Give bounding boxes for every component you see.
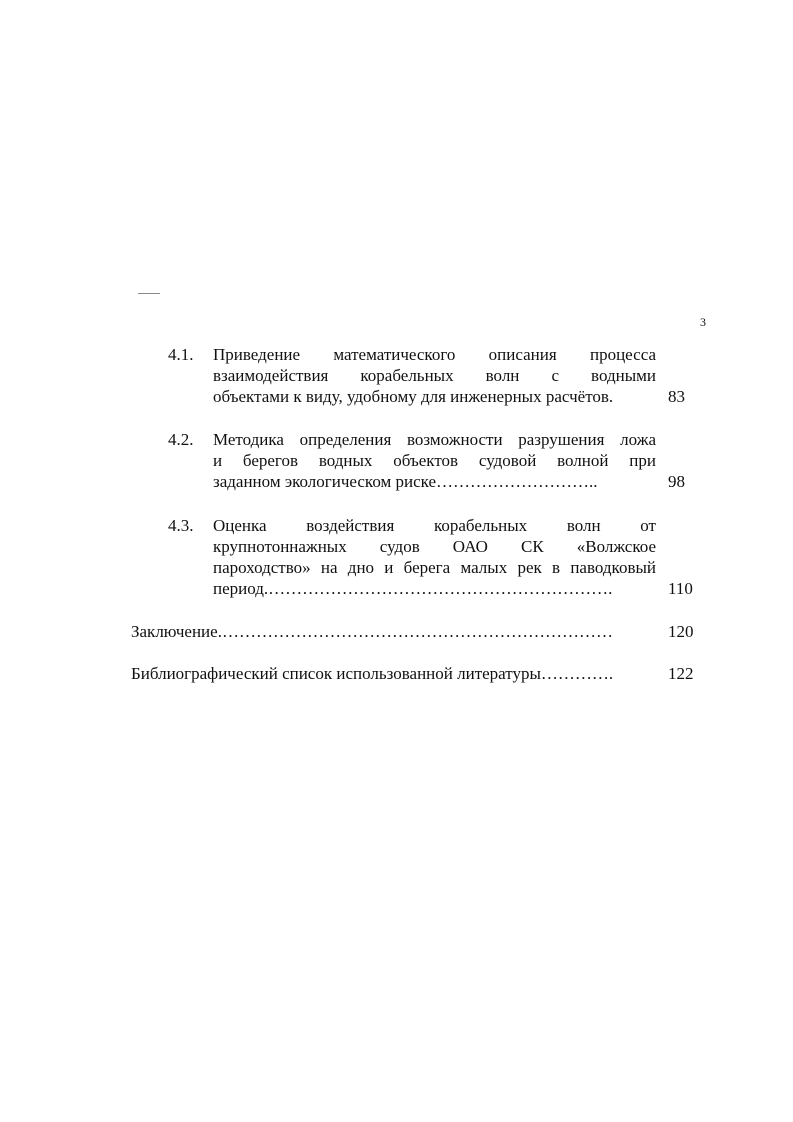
- scan-mark: [138, 293, 160, 294]
- toc-entry-number: 4.1.: [168, 345, 194, 364]
- toc-entry-page: 98: [668, 472, 685, 491]
- toc-conclusion-page: 120: [668, 622, 694, 641]
- toc-entry-4-3: [0, 515, 793, 605]
- toc-line: и берегов водных объектов судовой волной при: [213, 451, 656, 470]
- toc-line: Оценка воздействия корабельных волн от: [213, 516, 656, 535]
- toc-line: заданном экологическом риске………………………..: [213, 472, 598, 491]
- toc-entry-text: [213, 429, 656, 492]
- toc-line: крупнотоннажных судов ОАО СК «Волжское: [213, 537, 656, 556]
- toc-bibliography-page: 122: [668, 664, 694, 683]
- toc-line: Методика определения возможности разрушения ложа: [213, 430, 656, 449]
- toc-entry-text: [213, 344, 656, 407]
- toc-line: период.…………………………………………………….: [213, 579, 613, 598]
- toc-entry-page: 83: [668, 387, 685, 406]
- toc-entry-4-1: [0, 344, 793, 414]
- toc-line: взаимодействия корабельных волн с водными: [213, 366, 656, 385]
- toc-line: объектами к виду, удобному для инженерных расчётов.: [213, 387, 614, 406]
- toc-bibliography-label: Библиографический список использованной литературы………….: [131, 664, 614, 683]
- toc-entry-page: 110: [668, 579, 693, 598]
- toc-entry-4-2: [0, 429, 793, 499]
- toc-line: Приведение математического описания процесса: [213, 345, 656, 364]
- toc-conclusion-label: Заключение.……………………………………………………………: [131, 622, 613, 641]
- toc-entry-number: 4.2.: [168, 430, 194, 449]
- page-number: 3: [700, 315, 706, 329]
- toc-entry-text: [213, 515, 656, 599]
- toc-line: пароходство» на дно и берега малых рек в паводковый: [213, 558, 656, 577]
- toc-entry-number: 4.3.: [168, 516, 194, 535]
